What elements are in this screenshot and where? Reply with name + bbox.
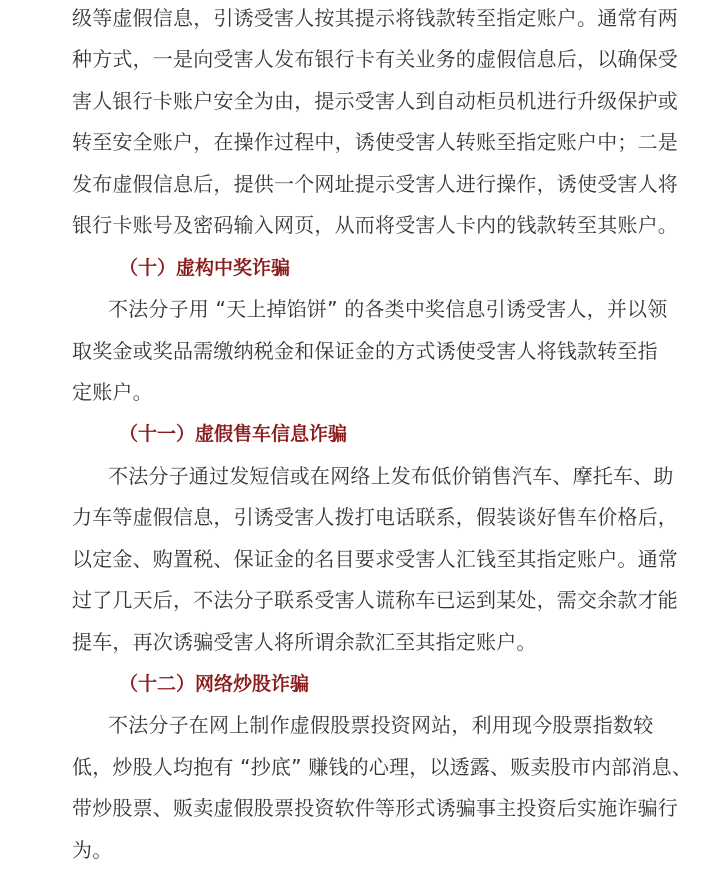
paragraph-line: 不法分子用 “天上掉馅饼” 的各类中奖信息引诱受害人，并以领 [108,297,668,321]
paragraph-line: 带炒股票、贩卖虚假股票投资软件等形式诱骗事主投资后实施诈骗行 [72,796,678,820]
paragraph-line: 银行卡账号及密码输入网页，从而将受害人卡内的钱款转至其账户。 [72,213,678,237]
paragraph-line: 不法分子通过发短信或在网络上发布低价销售汽车、摩托车、助 [108,464,674,488]
paragraph-line: 害人银行卡账户安全为由，提示受害人到自动柜员机进行升级保护或 [72,89,678,113]
paragraph-line: 提车，再次诱骗受害人将所谓余款汇至其指定账户。 [72,630,537,654]
paragraph-line: 不法分子在网上制作虚假股票投资网站，利用现今股票指数较 [108,713,654,737]
paragraph-line: 定账户。 [72,380,153,404]
paragraph-line: 发布虚假信息后，提供一个网址提示受害人进行操作，诱使受害人将 [72,172,678,196]
paragraph-line: 取奖金或奖品需缴纳税金和保证金的方式诱使受害人将钱款转至指 [72,339,658,363]
paragraph-line: 级等虚假信息，引诱受害人按其提示将钱款转至指定账户。通常有两 [72,6,678,30]
paragraph-line: 力车等虚假信息，引诱受害人拨打电话联系，假装谈好售车价格后， [72,505,678,529]
section-heading-10: （十）虚构中奖诈骗 [119,257,291,279]
paragraph-line: 种方式，一是向受害人发布银行卡有关业务的虚假信息后，以确保受 [72,47,678,71]
paragraph-line: 以定金、购置税、保证金的名目要求受害人汇钱至其指定账户。通常 [72,547,678,571]
paragraph-line: 低，炒股人均抱有 “抄底” 赚钱的心理，以透露、贩卖股市内部消息、 [72,755,693,779]
section-heading-11: （十一）虚假售车信息诈骗 [119,423,348,445]
section-heading-12: （十二）网络炒股诈骗 [119,673,310,695]
paragraph-line: 转至安全账户，在操作过程中，诱使受害人转账至指定账户中；二是 [72,130,678,154]
paragraph-line: 为。 [72,838,113,862]
paragraph-line: 过了几天后，不法分子联系受害人谎称车已运到某处，需交余款才能 [72,588,678,612]
